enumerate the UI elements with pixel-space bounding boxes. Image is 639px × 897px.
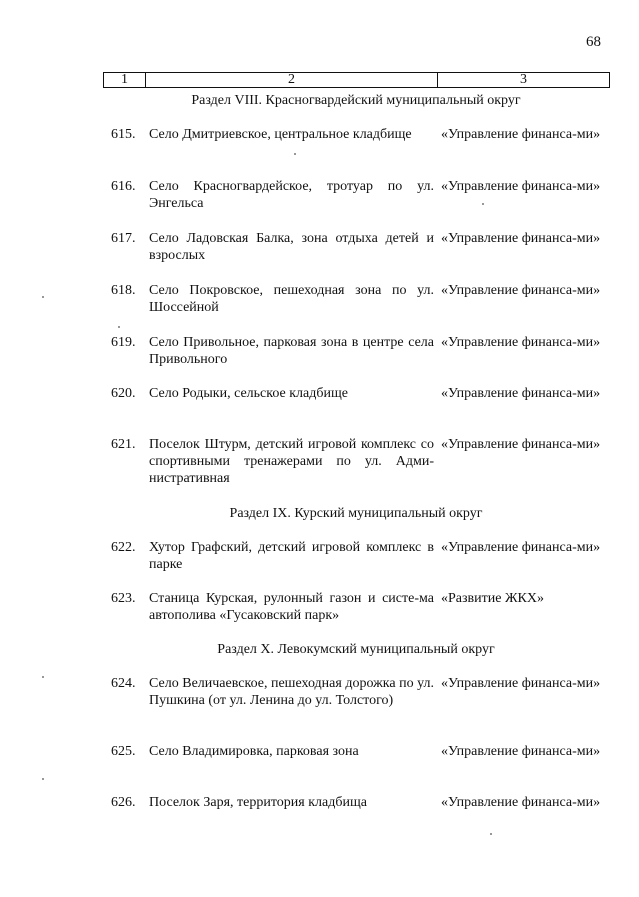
- item-responsible: «Управление финанса-ми»: [441, 540, 601, 555]
- item-responsible: «Управление финанса-ми»: [441, 179, 601, 194]
- section-title-krasnogvardeysky: Раздел VIII. Красногвардейский муниципальный округ: [191, 93, 521, 108]
- column-header-2: 2: [146, 73, 438, 88]
- scan-speck: [118, 326, 120, 328]
- item-responsible: «Управление финанса-ми»: [441, 283, 601, 298]
- scan-speck: [42, 676, 44, 678]
- scan-speck: [42, 296, 44, 298]
- section-title-kursky: Раздел IX. Курский муниципальный округ: [229, 506, 483, 521]
- item-number: 619.: [111, 335, 136, 350]
- item-responsible: «Управление финанса-ми»: [441, 386, 601, 401]
- item-responsible: «Управление финанса-ми»: [441, 744, 601, 759]
- scan-speck: [42, 778, 44, 780]
- column-header-1: 1: [104, 73, 146, 88]
- item-number: 624.: [111, 676, 136, 691]
- item-responsible: «Управление финанса-ми»: [441, 795, 601, 810]
- item-description: Село Покровское, пешеходная зона по ул. Шоссейной: [149, 283, 434, 315]
- scan-speck: [490, 833, 492, 835]
- item-description: Село Привольное, парковая зона в центре села Привольного: [149, 335, 434, 367]
- column-header-table: [103, 72, 610, 88]
- column-header-3: 3: [438, 73, 610, 88]
- item-responsible: «Управление финанса-ми»: [441, 231, 601, 246]
- item-responsible: «Управление финанса-ми»: [441, 127, 601, 142]
- section-title-levokumsky: Раздел X. Левокумский муниципальный округ: [217, 642, 495, 657]
- item-description: Поселок Заря, территория кладбища: [149, 795, 367, 810]
- item-responsible: «Развитие ЖКХ»: [441, 591, 544, 606]
- item-responsible: «Управление финанса-ми»: [441, 335, 601, 350]
- item-number: 621.: [111, 437, 136, 452]
- item-responsible: «Управление финанса-ми»: [441, 676, 601, 691]
- item-description: Станица Курская, рулонный газон и систе-ма автополива «Гусаковский парк»: [149, 591, 434, 623]
- item-description: Хутор Графский, детский игровой комплекс в парке: [149, 540, 434, 572]
- item-responsible: «Управление финанса-ми»: [441, 437, 601, 452]
- item-number: 616.: [111, 179, 136, 194]
- item-description: Село Красногвардейское, тротуар по ул. Энгельса: [149, 179, 434, 211]
- item-number: 620.: [111, 386, 136, 401]
- item-number: 625.: [111, 744, 136, 759]
- item-number: 622.: [111, 540, 136, 555]
- item-number: 626.: [111, 795, 136, 810]
- item-number: 618.: [111, 283, 136, 298]
- page-number: 68: [586, 34, 601, 50]
- item-number: 617.: [111, 231, 136, 246]
- scan-speck: [482, 203, 484, 205]
- item-number: 623.: [111, 591, 136, 606]
- item-description: Село Родыки, сельское кладбище: [149, 386, 348, 401]
- item-description: Село Владимировка, парковая зона: [149, 744, 359, 759]
- item-description: Село Ладовская Балка, зона отдыха детей и взрослых: [149, 231, 434, 263]
- item-number: 615.: [111, 127, 136, 142]
- scan-speck: [294, 153, 296, 155]
- item-description: Поселок Штурм, детский игровой комплекс со спортивными тренажерами по ул. Адми-нистративная: [149, 437, 434, 486]
- item-description: Село Дмитриевское, центральное кладбище: [149, 127, 412, 142]
- item-description: Село Величаевское, пешеходная дорожка по ул. Пушкина (от ул. Ленина до ул. Толстого): [149, 676, 434, 708]
